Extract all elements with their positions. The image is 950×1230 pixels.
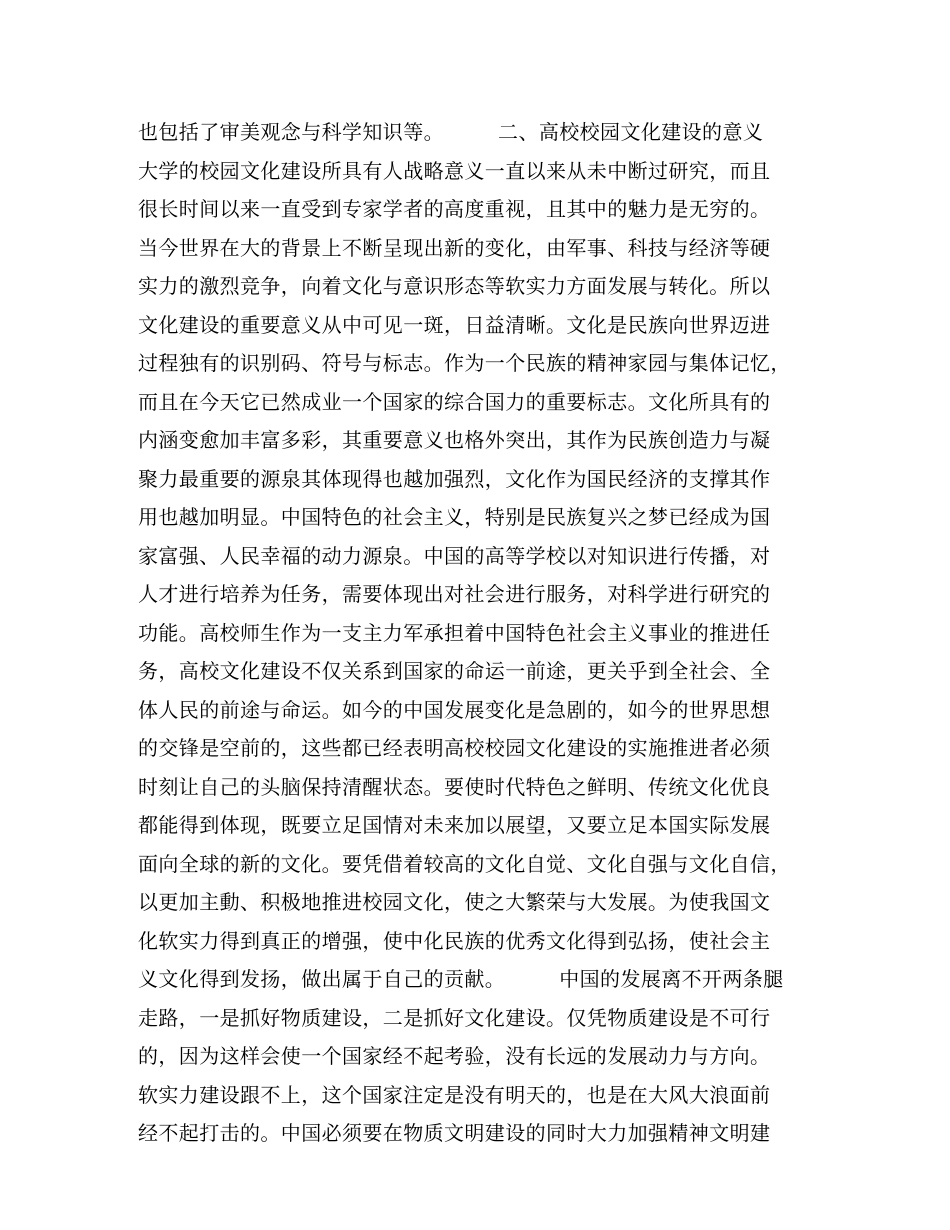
text-line: 的，因为这样会使一个国家经不起考验，没有长远的发展动力与方向。 (138, 1044, 771, 1068)
text-line: 也包括了审美观念与科学知识等。 二、高校校园文化建设的意义 (138, 120, 764, 144)
text-line: 内涵变愈加丰富多彩，其重要意义也格外突出，其作为民族创造力与凝 (138, 428, 771, 452)
text-line: 化软实力得到真正的增强，使中化民族的优秀文化得到弘扬，使社会主 (138, 928, 771, 953)
text-line: 家富强、人民幸福的动力源泉。中国的高等学校以对知识进行传播，对 (138, 543, 771, 568)
text-line: 实力的激烈竞争，向着文化与意识形态等软实力方面发展与转化。所以 (138, 274, 771, 298)
text-line: 务，高校文化建设不仅关系到国家的命运一前途，更关乎到全社会、全 (138, 659, 771, 683)
text-line: 过程独有的识别码、符号与标志。作为一个民族的精神家园与集体记忆， (138, 351, 791, 375)
text-line: 走路，一是抓好物质建设，二是抓好文化建设。仅凭物质建设是不可行 (138, 1005, 771, 1030)
text-line: 义文化得到发扬，做出属于自己的贡献。 中国的发展离不开两条腿 (138, 967, 784, 991)
text-line: 人才进行培养为任务，需要体现出对社会进行服务，对科学进行研究的 (138, 582, 771, 606)
text-line: 文化建设的重要意义从中可见一斑，日益清晰。文化是民族向世界迈进 (138, 312, 771, 337)
text-line: 体人民的前途与命运。如今的中国发展变化是急剧的，如今的世界思想 (138, 697, 771, 722)
text-line: 而且在今天它已然成业一个国家的综合国力的重要标志。文化所具有的 (138, 389, 771, 414)
text-line: 都能得到体现，既要立足国情对未来加以展望，又要立足本国实际发展 (138, 813, 771, 837)
text-line: 用也越加明显。中国特色的社会主义，特别是民族复兴之梦已经成为国 (138, 505, 771, 529)
text-line: 很长时间以来一直受到专家学者的高度重视，且其中的魅力是无穷的。 (138, 197, 771, 221)
text-line: 以更加主動、积极地推进校园文化，使之大繁荣与大发展。为使我国文 (138, 890, 771, 914)
text-line: 面向全球的新的文化。要凭借着较高的文化自觉、文化自强与文化自信， (138, 851, 791, 876)
text-line: 当今世界在大的背景上不断呈现出新的变化，由军事、科技与经济等硬 (138, 235, 771, 260)
text-line: 聚力最重要的源泉其体现得也越加强烈，文化作为国民经济的支撑其作 (138, 466, 771, 491)
text-line: 软实力建设跟不上，这个国家注定是没有明天的，也是在大风大浪面前 (138, 1082, 771, 1107)
text-line: 时刻让自己的头脑保持清醒状态。要使时代特色之鲜明、传统文化优良 (138, 774, 771, 799)
text-line: 大学的校园文化建设所具有人战略意义一直以来从未中断过研究，而且 (138, 158, 771, 183)
body-text (138, 113, 828, 1153)
text-line: 经不起打击的。中国必须要在物质文明建设的同时大力加强精神文明建 (138, 1121, 771, 1145)
text-line: 的交锋是空前的，这些都已经表明高校校园文化建设的实施推进者必须 (138, 736, 771, 760)
text-line: 功能。高校师生作为一支主力军承担着中国特色社会主义事业的推进任 (138, 620, 771, 645)
